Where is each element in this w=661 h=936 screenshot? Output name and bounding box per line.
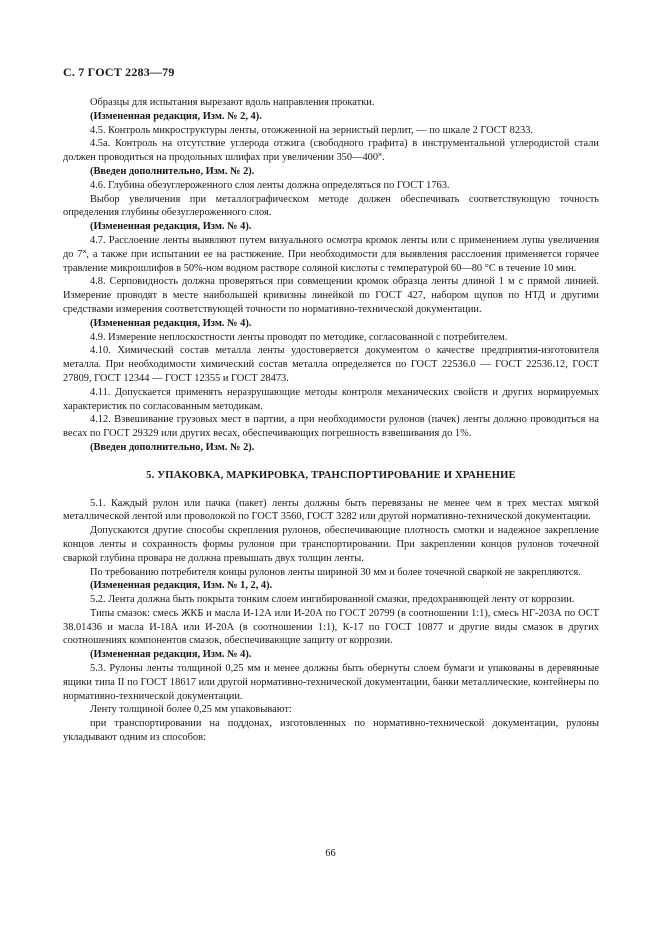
section-5-title: 5. УПАКОВКА, МАРКИРОВКА, ТРАНСПОРТИРОВАНИЕ И ХРАНЕНИЕ [146,469,516,481]
paragraph: 4.7. Расслоение ленты выявляют путем визуального осмотра кромок ленты или с применением лупы увеличения до 7˟, а также при испытании ее на растяжение. При необходимости для выявления расслоения применяется горячее травление микрошлифов в 50%-ном водном растворе соляной кислоты с температурой 60—80 °С в течение 10 мин. [63,234,599,274]
amendment-note: (Введен дополнительно, Изм. № 2). [90,441,255,453]
paragraph: Ленту толщиной более 0,25 мм упаковывают: [90,704,292,716]
paragraph: 4.5а. Контроль на отсутствие углерода отжига (свободного графита) в инструментальной углеродистой стали должен проводиться на продольных шлифах при увеличении 350—400˟. [63,138,599,164]
paragraph: 4.5. Контроль микроструктуры ленты, отожженной на зернистый перлит, — по шкале 2 ГОСТ 8233. [90,124,534,136]
amendment-note: (Измененная редакция, Изм. № 4). [90,649,252,661]
amendment-note: (Введен дополнительно, Изм. № 2). [90,165,255,177]
paragraph: 5.3. Рулоны ленты толщиной 0,25 мм и менее должны быть обернуты слоем бумаги и упакованы в деревянные ящики типа II по ГОСТ 18617 или другой нормативно-технической документации, банки металлические, контейнеры по нормативно-технической документации. [63,663,599,702]
paragraph: при транспортировании на поддонах, изготовленных по нормативно-технической документации, рулоны укладывают одним из способов: [63,718,599,744]
paragraph: Образцы для испытания вырезают вдоль направления прокатки. [90,97,375,108]
paragraph: 5.1. Каждый рулон или пачка (пакет) ленты должны быть перевязаны не менее чем в трех местах мягкой металлической лентой или проволокой по ГОСТ 3560, ГОСТ 3282 или другой нормативно-технической документации. [63,497,599,523]
paragraph: 4.6. Глубина обезуглероженного слоя ленты должна определяться по ГОСТ 1763. [90,179,450,191]
page-header: С. 7 ГОСТ 2283—79 [63,65,175,79]
amendment-note: (Измененная редакция, Изм. № 1, 2, 4). [90,580,273,592]
paragraph: 4.10. Химический состав металла ленты удостоверяется документом о качестве предприятия-изготовителя металла. При необходимости химический состав металла определяется по ГОСТ 22536.0 — ГОСТ 22536.12, ГОСТ 27809, ГОСТ 12344 — ГОСТ 12355 и ГОСТ 28473. [63,345,599,384]
amendment-note: (Измененная редакция, Изм. № 2, 4). [90,110,262,122]
section-5-text [63,497,599,745]
amendment-note: (Измененная редакция, Изм. № 4). [90,317,252,329]
paragraph: 4.12. Взвешивание грузовых мест в партии, а при необходимости рулонов (пачек) ленты должно проводиться на весах по ГОСТ 29329 или других весах, обеспечивающих погрешность взвешивания до 1%. [63,414,599,440]
paragraph: Выбор увеличения при металлографическом методе должен обеспечивать соответствующую точность определения глубины обезуглероженного слоя. [63,193,599,219]
amendment-note: (Измененная редакция, Изм. № 4). [90,221,252,233]
paragraph: По требованию потребителя концы рулонов ленты шириной 30 мм и более точечной сваркой не закрепляются. [90,566,581,578]
paragraph: 5.2. Лента должна быть покрыта тонким слоем ингибированной смазки, предохраняющей ленту от коррозии. [90,594,575,606]
document-body [63,96,599,745]
paragraph: Допускаются другие способы скрепления рулонов, обеспечивающие плотность смотки и надежное закрепление концов ленты и сохранность формы рулонов при транспортировании. При закреплении концов рулонов точечной сваркой глубина провара не должна превышать двух толщин ленты. [63,525,599,564]
paragraph: 4.8. Серповидность должна проверяться при совмещении кромок образца ленты длиной 1 м с прямой линией. Измерение проводят в месте наибольшей кривизны линейкой по ГОСТ 427, набором щупов по НТД и другими средствами измерения соответствующей точности по нормативно-технической документации. [63,276,599,315]
paragraph: 4.11. Допускается применять неразрушающие методы контроля механических свойств и других нормируемых характеристик по согласованным методикам. [63,386,599,412]
page-number: 66 [325,848,336,859]
section-4-text [63,96,599,455]
paragraph: 4.9. Измерение неплоскостности ленты проводят по методике, согласованной с потребителем. [90,331,508,343]
paragraph: Типы смазок: смесь ЖКБ и масла И-12А или И-20А по ГОСТ 20799 (в соотношении 1:1), смесь НГ-203А по ОСТ 38.01436 и масла И-18А или И-20А (в соотношении 1:1), К-17 по ГОСТ 10877 и другие виды смазок в других соотношениях компонентов смазок, обеспечивающие защиту от коррозии. [63,607,599,647]
